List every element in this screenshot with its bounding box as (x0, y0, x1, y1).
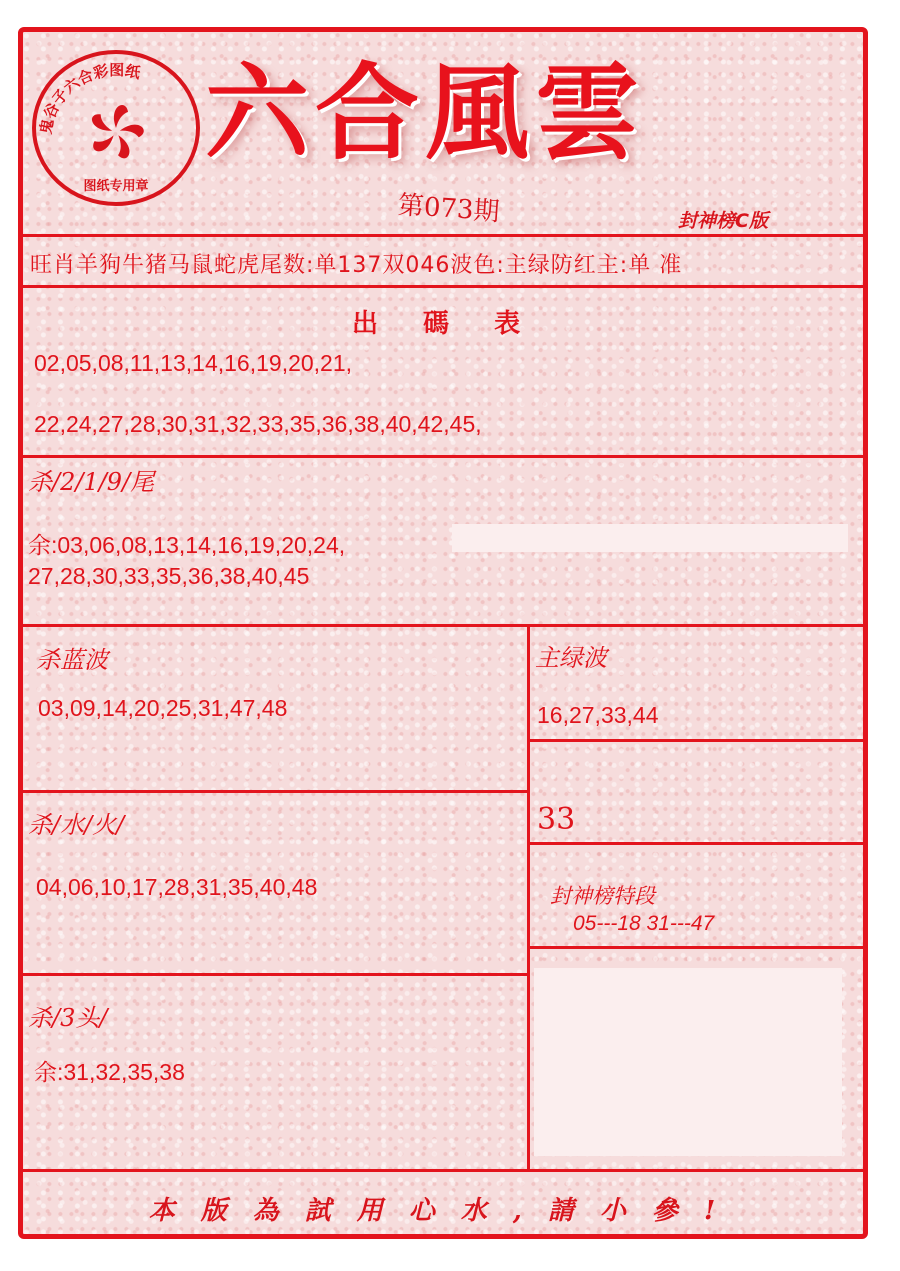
divider (23, 455, 865, 458)
divider (23, 624, 865, 627)
summary-line: 旺肖羊狗牛猪马鼠蛇虎尾数:单137双046波色:主绿防红主:单 准 (30, 253, 683, 278)
svg-text:鬼谷子六合彩图纸 (37, 61, 143, 135)
main-green-heading: 主绿波 (535, 644, 607, 672)
kill-tail-row-2: 27,28,30,33,35,36,38,40,45 (28, 563, 310, 589)
divider (23, 790, 529, 793)
erased-patch (452, 524, 848, 552)
divider (23, 234, 865, 237)
code-table-row-1: 02,05,08,11,13,14,16,19,20,21, (34, 350, 353, 376)
kill-blue-values: 03,09,14,20,25,31,47,48 (38, 695, 288, 721)
kill-tail-row-1: 余:03,06,08,13,14,16,19,20,24, (28, 532, 346, 558)
kill-blue-heading: 杀蓝波 (36, 646, 108, 674)
kill-tail-heading: 杀/2/1/9/尾 (28, 468, 155, 496)
code-table-row-2: 22,24,27,28,30,31,32,33,35,36,38,40,42,45, (34, 411, 482, 437)
divider (528, 946, 865, 949)
footer-note: 本版為試用心水,請小參! (148, 1196, 742, 1226)
divider (23, 1169, 865, 1172)
page-title: 六合風雲 (205, 51, 646, 174)
special-heading: 封神榜特段 (550, 884, 655, 908)
kill-head-values: 余:31,32,35,38 (34, 1059, 185, 1085)
divider (23, 973, 529, 976)
blank-panel (534, 968, 842, 1156)
edition-label: 封神榜C版 (678, 210, 768, 232)
divider (23, 285, 865, 288)
kill-head-heading: 杀/3头/ (28, 1004, 108, 1032)
bauhinia-icon (90, 105, 146, 161)
seal-bottom-text: 图纸专用章 (83, 179, 149, 194)
seal-text: 鬼谷子六合彩图纸 (36, 61, 142, 136)
main-green-values: 16,27,33,44 (537, 702, 659, 728)
kill-element-heading: 杀/水/火/ (28, 811, 125, 839)
divider (528, 739, 865, 742)
single-number: 33 (537, 802, 576, 837)
column-divider (527, 624, 530, 1172)
issue-number: 第073期 (396, 190, 501, 228)
kill-element-values: 04,06,10,17,28,31,35,40,48 (36, 874, 318, 900)
special-values: 05---18 31---47 (573, 912, 715, 935)
seal-stamp (30, 48, 202, 208)
divider (528, 842, 865, 845)
code-table-title: 出 碼 表 (352, 309, 539, 339)
